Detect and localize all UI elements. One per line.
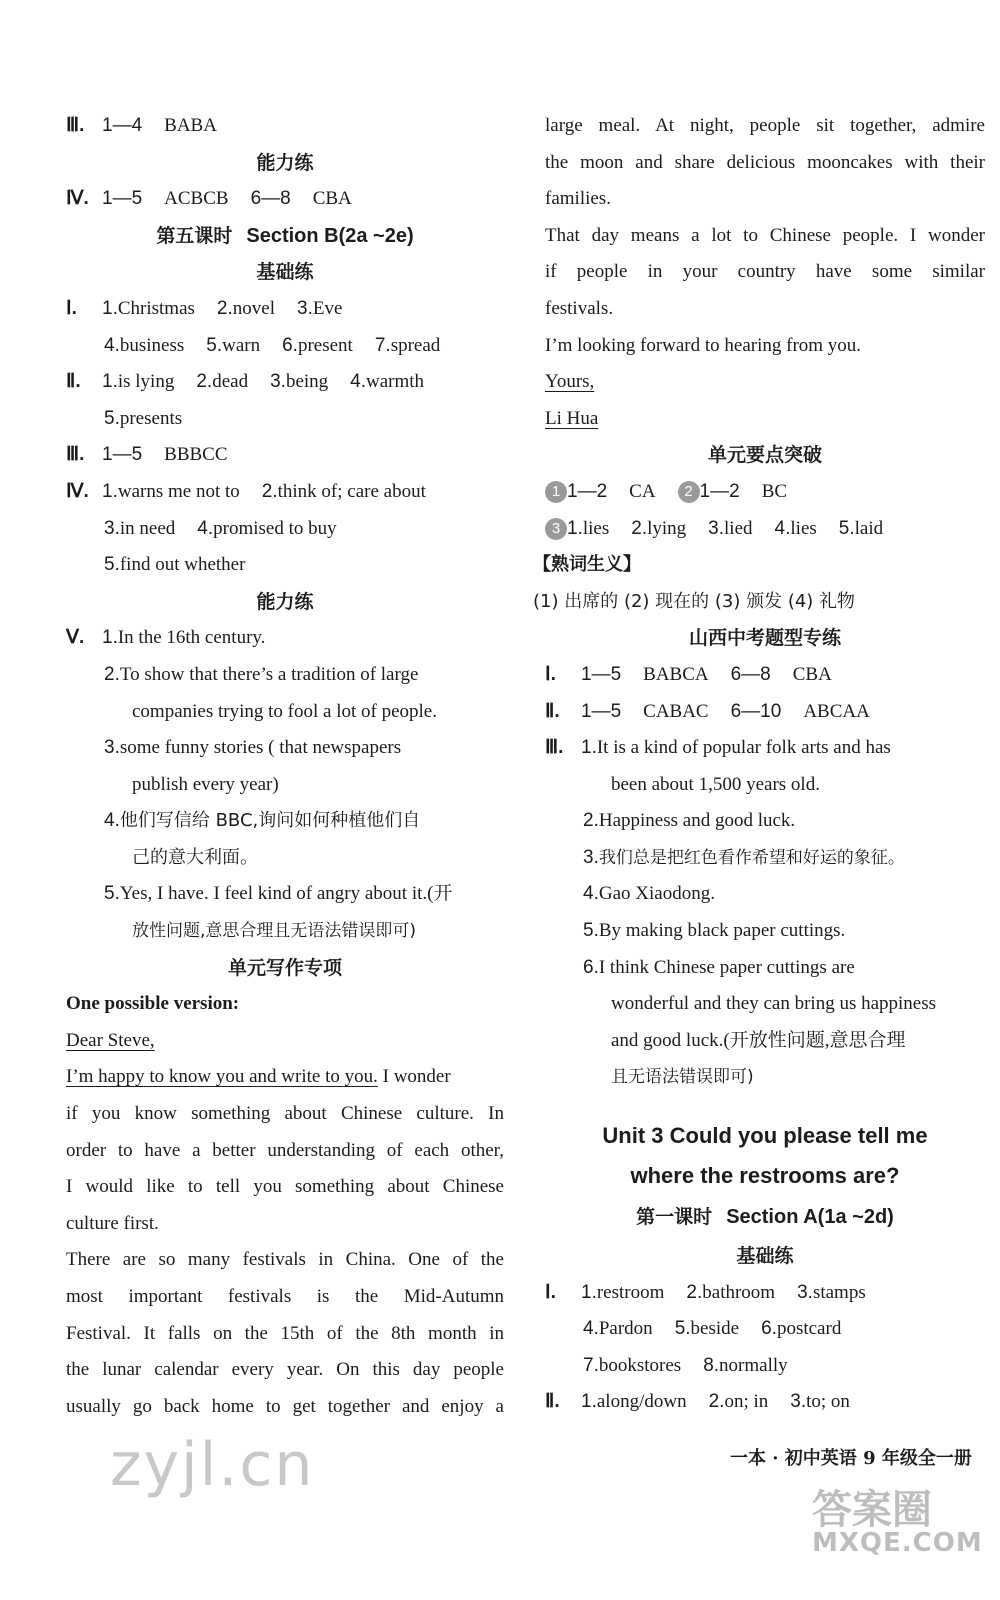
letter-line: I would like to tell you something about Chinese [66, 1176, 504, 1198]
version-label: One possible version: [66, 993, 240, 1015]
answer-line: 3.我们总是把红色看作希望和好运的象征。 [583, 846, 905, 868]
letter-line: That day means a lot to Chinese people. I wonder [545, 224, 985, 246]
answer-line: 4.business 5.warn 6.present 7.spread [104, 334, 441, 356]
spacer [545, 1096, 985, 1116]
letter-line: culture first. [66, 1212, 159, 1234]
answer-line: 2.Happiness and good luck. [583, 810, 796, 832]
left-column [66, 108, 504, 1425]
answer-line: 3 1.lies 2.lying 3.lied 4.lies 5.laid [545, 511, 985, 548]
answer-line: companies trying to fool a lot of people. [132, 700, 437, 722]
letter-line: Festival. It falls on the 15th of the 8th month in [66, 1322, 504, 1344]
letter-line: order to have a better understanding of each other, [66, 1139, 504, 1161]
lesson-title: 第一课时 Section A(1a ~2d) [636, 1206, 894, 1229]
lesson-title: 第五课时 Section B(2a ~2e) [156, 224, 414, 247]
familiar-heading: 【熟词生义】 [533, 554, 641, 576]
answer-line: 放性问题,意思合理且无语法错误即可) [132, 921, 417, 942]
letter-line: if people in your country have some similar [545, 261, 985, 283]
letter-line: I’m looking forward to hearing from you. [545, 334, 862, 356]
answer-line: Ⅱ. 1.along/down 2.on; in 3.to; on [545, 1391, 850, 1413]
heading-writing: 单元写作专项 [227, 956, 342, 979]
answer-line: Ⅰ. 1—5 BABCA 6—8 CBA [545, 663, 832, 685]
heading-basic: 基础练 [736, 1245, 794, 1268]
letter-line: if you know something about Chinese culture. In [66, 1103, 504, 1125]
answer-line: 2.To show that there’s a tradition of large [104, 663, 419, 685]
answer-line: Ⅰ. 1.Christmas 2.novel 3.Eve [66, 297, 343, 319]
number-badge: 3 [545, 518, 567, 540]
answer-line: Ⅴ. 1.In the 16th century. [66, 627, 266, 649]
answer-line: publish every year) [132, 773, 279, 795]
letter-line: Yours, [545, 371, 595, 393]
unit-title: Unit 3 Could you please tell me [602, 1123, 928, 1149]
unit-title: where the restrooms are? [630, 1163, 900, 1189]
number-badge: 2 [678, 481, 700, 503]
heading-shanxi: 山西中考题型专练 [688, 627, 841, 650]
right-column [533, 108, 985, 1421]
heading-ability: 能力练 [256, 151, 314, 174]
answer-line: Ⅳ. 1.warns me not to 2.think of; care about [66, 480, 426, 502]
answer-line: wonderful and they can bring us happiness [611, 993, 937, 1015]
answer-line: Ⅲ. 1—4 BABA [66, 115, 217, 136]
letter-line: I’m happy to know you and write to you. I wonder [66, 1066, 451, 1088]
answer-line: 6.I think Chinese paper cuttings are [583, 956, 855, 978]
heading-basic: 基础练 [256, 261, 314, 284]
watermark-corner: 答案圈 [812, 1487, 932, 1533]
answer-line: 且无语法错误即可) [611, 1067, 754, 1088]
answer-line: Ⅲ. 1—5 BBBCC [66, 444, 228, 466]
answer-line: 5.By making black paper cuttings. [583, 920, 846, 942]
letter-line: most important festivals is the Mid-Autumn [66, 1286, 504, 1307]
answer-line: been about 1,500 years old. [611, 773, 820, 795]
answer-line: 5.presents [104, 407, 183, 429]
answer-line: 5.Yes, I have. I feel kind of angry about it.(开 [104, 883, 453, 905]
answer-line: 4.Pardon 5.beside 6.postcard [583, 1318, 842, 1340]
answer-line: and good luck.(开放性问题,意思合理 [611, 1029, 906, 1051]
letter-line: usually go back home to get together and enjoy a [66, 1395, 504, 1417]
answer-line: 7.bookstores 8.normally [583, 1354, 788, 1376]
answer-line: Ⅱ. 1.is lying 2.dead 3.being 4.warmth [66, 371, 425, 393]
page-footer: 一本 · 初中英语 9 年级全一册 [730, 1448, 972, 1469]
letter-line: There are so many festivals in China. One of the [66, 1249, 504, 1271]
answer-line: Ⅳ. 1—5 ACBCB 6—8 CBA [66, 188, 352, 210]
letter-line: the lunar calendar every year. On this day people [66, 1359, 504, 1381]
answer-line: 3.some funny stories ( that newspapers [104, 737, 402, 759]
letter-line: the moon and share delicious mooncakes with their [545, 151, 985, 173]
answer-line: Ⅱ. 1—5 CABAC 6—10 ABCAA [545, 700, 870, 722]
answer-line: 3.in need 4.promised to buy [104, 517, 337, 539]
letter-line: families. [545, 188, 611, 210]
answer-line: Ⅲ. 1.It is a kind of popular folk arts and has [545, 737, 891, 759]
answer-line: 1 1—2 CA 2 1—2 BC [545, 474, 985, 511]
familiar-answers: (1) 出席的 (2) 现在的 (3) 颁发 (4) 礼物 [533, 590, 856, 612]
watermark-logo: zyjl.cn [110, 1430, 315, 1500]
answer-line: 4.他们写信给 BBC,询问如何种植他们自 [104, 810, 421, 832]
answer-line: 己的意大利面。 [132, 846, 258, 868]
heading-ability: 能力练 [256, 590, 314, 613]
number-badge: 1 [545, 481, 567, 503]
watermark-corner-url: MXQE.COM [812, 1528, 983, 1558]
heading-points: 单元要点突破 [707, 444, 822, 467]
letter-line: festivals. [545, 297, 614, 319]
answer-line: 4.Gao Xiaodong. [583, 883, 715, 905]
letter-line: Li Hua [545, 407, 599, 429]
answer-line: 5.find out whether [104, 554, 246, 576]
letter-line: Dear Steve, [66, 1029, 155, 1051]
answer-line: Ⅰ. 1.restroom 2.bathroom 3.stamps [545, 1281, 866, 1303]
letter-line: large meal. At night, people sit together, admire [545, 115, 985, 136]
